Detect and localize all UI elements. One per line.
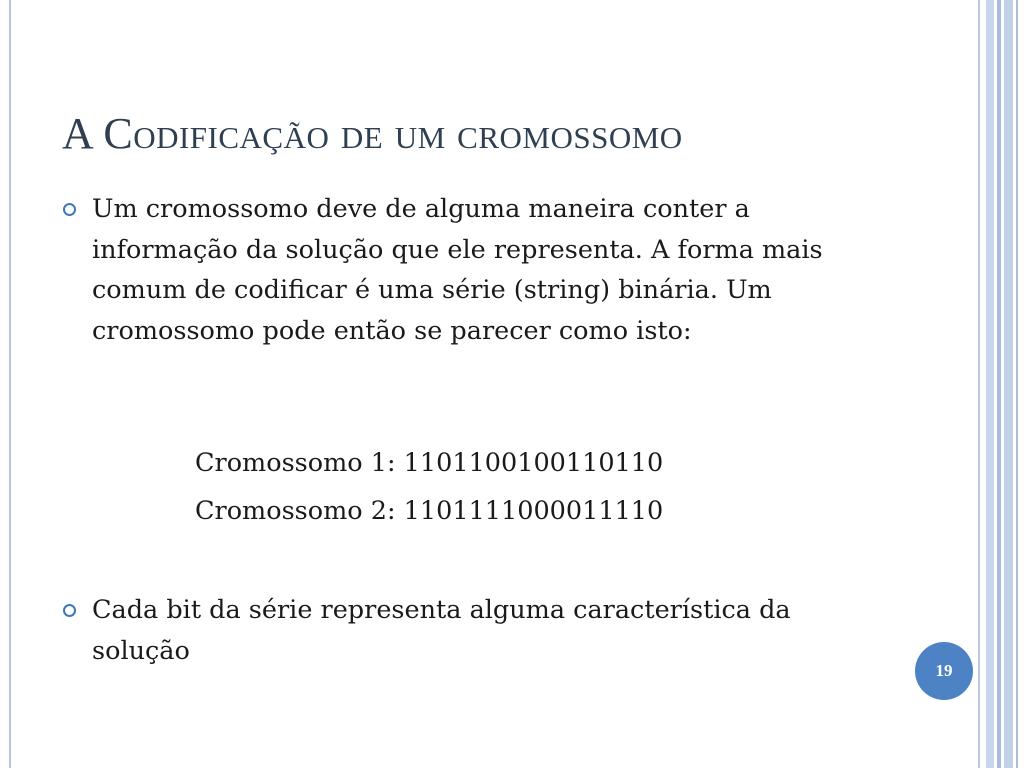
right-border-stripe <box>1016 0 1018 768</box>
page-number-badge: 19 <box>915 642 973 700</box>
bullet-icon <box>63 203 76 216</box>
chromosome-line: Cromossomo 1: 1101100100110110 <box>195 448 664 478</box>
left-border-line <box>9 0 11 768</box>
right-border-stripe <box>1004 0 1013 768</box>
slide-title: A Codificação de um cromossomo <box>62 109 683 158</box>
bullet-text: Cada bit da série representa alguma característica da solução <box>92 595 791 666</box>
chromosome-line: Cromossomo 2: 1101111000011110 <box>195 496 664 526</box>
right-border-stripe <box>978 0 980 768</box>
right-border-stripe <box>997 0 1001 768</box>
right-border-stripe <box>986 0 994 768</box>
bullet-icon <box>63 604 76 617</box>
bullet-text: Um cromossomo deve de alguma maneira conter a informação da solução que ele representa. A forma mais comum de codificar é uma série (string) binária. Um cromossomo pode então se parecer como isto: <box>92 194 823 346</box>
bullet-item <box>92 189 872 351</box>
bullet-item <box>92 590 872 671</box>
